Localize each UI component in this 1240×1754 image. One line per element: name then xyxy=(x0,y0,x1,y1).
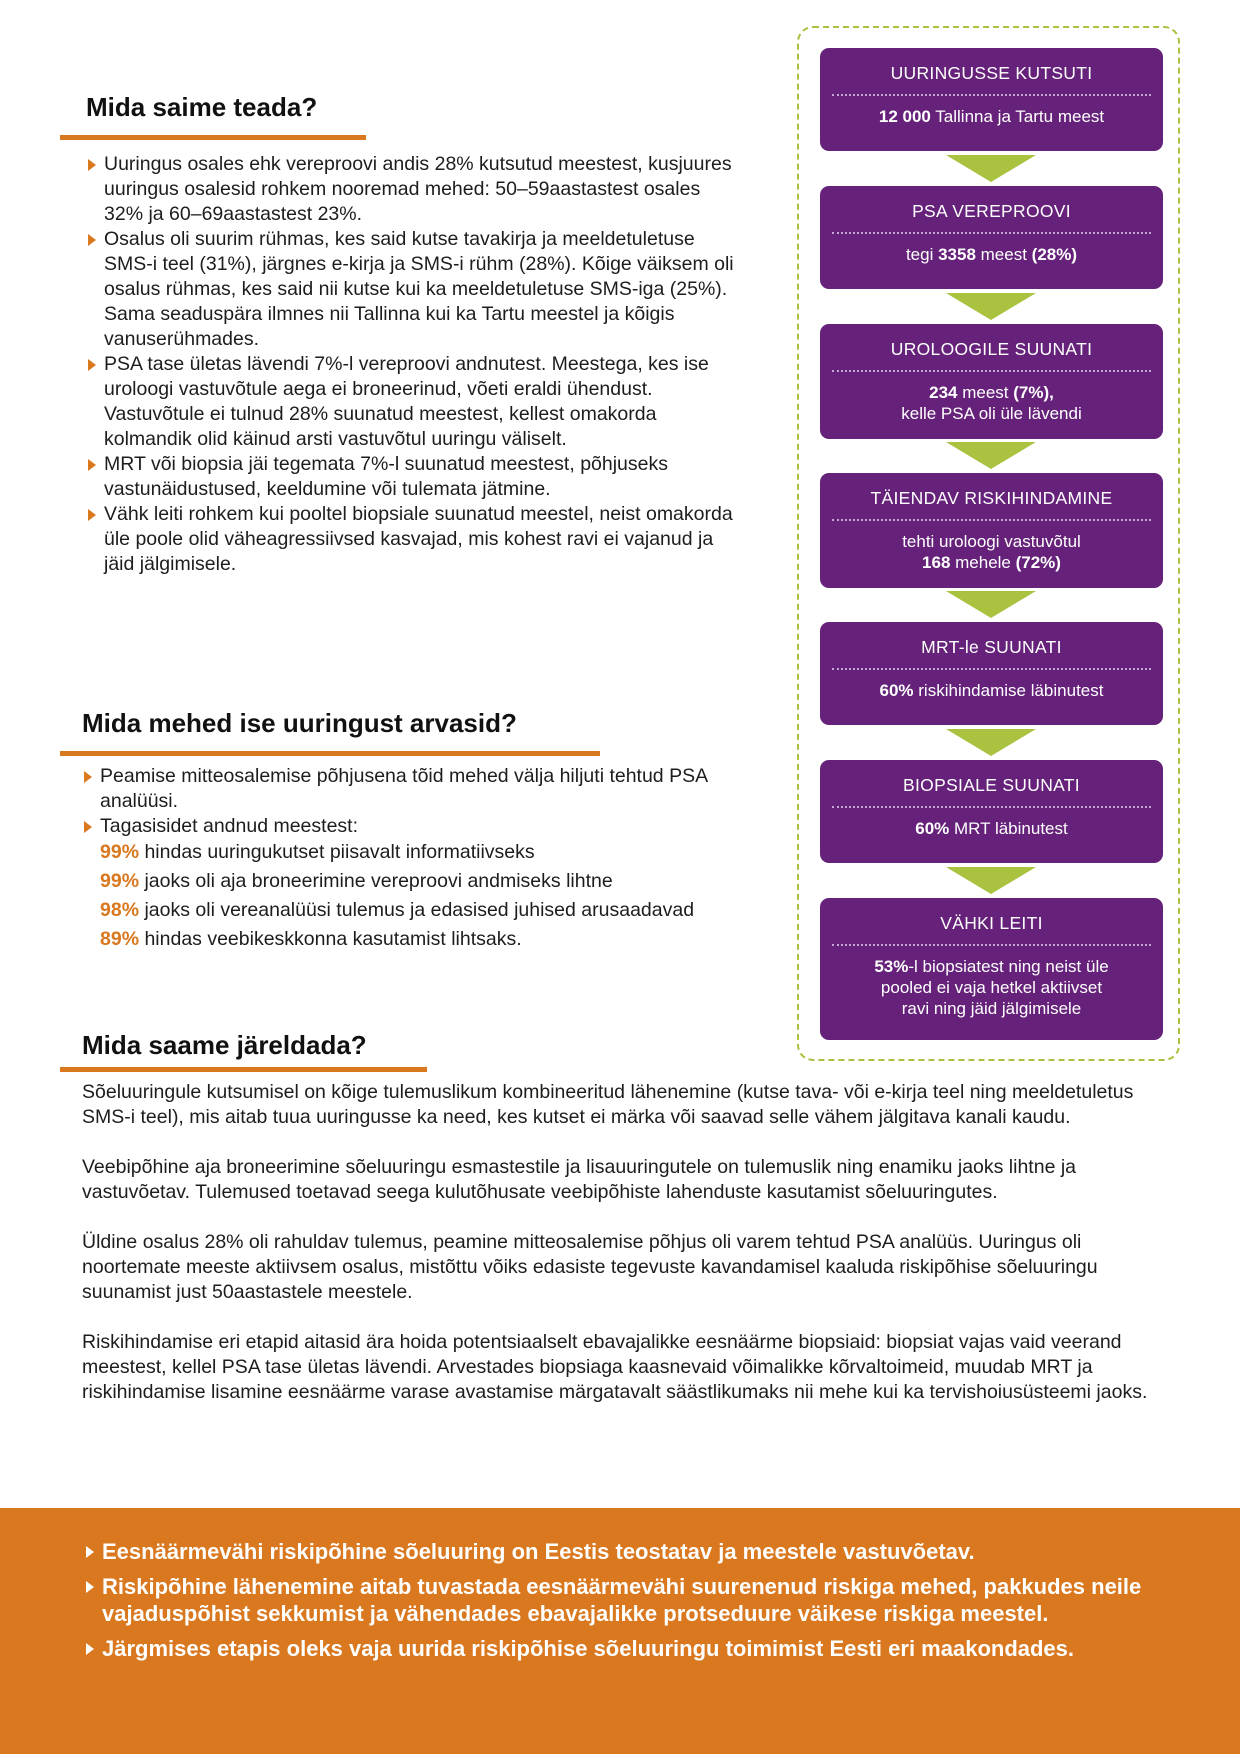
flow-arrow xyxy=(946,591,1036,618)
flow-arrow xyxy=(946,293,1036,320)
feedback-stats xyxy=(100,840,740,956)
flow-step-body: 60% riskihindamise läbinutest xyxy=(879,681,1104,700)
list-item: Osalus oli suurim rühmas, kes said kutse tavakirja ja meeldetuletuse SMS-i teel (31%), järgnes e-kirja ja SMS-i rühm (28%). Kõige väiksem oli osalus rühmas, kes said nii kutse kui ka meeldetuletuse SMS-iga (25%). Sama seaduspära ilmnes nii Tallinna kui ka Tartu meestel ja kõigis vanuserühmades. xyxy=(84,227,734,352)
list-item: Vähk leiti rohkem kui pooltel biopsiale suunatud meestel, neist omakorda üle poole olid väheagressiivsed kasvajad, mis kohest ravi ei vajanud ja jäid jälgimisele. xyxy=(84,502,734,577)
flow-step-title: BIOPSIALE SUUNATI xyxy=(832,760,1151,808)
flow-step-biopsy xyxy=(820,760,1163,863)
flow-step-title: VÄHKI LEITI xyxy=(832,898,1151,946)
title-underline xyxy=(60,135,366,140)
flow-step-body: tegi 3358 meest (28%) xyxy=(905,245,1078,264)
paragraph: Sõeluuringule kutsumisel on kõige tulemuslikum kombineeritud lähenemine (kutse tava- või e-kirja teel ning meeldetuletus SMS-i teel), mis aitab tuua uuringusse ka need, kes kutset ei märka või saavad selle vähem jälgitava kanali kaudu. xyxy=(82,1081,1134,1128)
stat-row xyxy=(100,869,740,894)
paragraph: Üldine osalus 28% oli rahuldav tulemus, peamine mitteosalemise põhjus oli varem tehtud PSA analüüs. Uuringus oli noortemate meeste aktiivsem osalus, mistõttu võiks edasiste tegevuste kavandamisel kaaluda riskipõhise sõeluuringu suunamist just 50aastastele meestele. xyxy=(82,1231,1098,1303)
stat-row xyxy=(100,927,740,952)
key-takeaways-banner xyxy=(0,1508,1240,1754)
flow-step-title: TÄIENDAV RISKIHINDAMINE xyxy=(832,473,1151,521)
flow-step-title: PSA VEREPROOVI xyxy=(832,186,1151,234)
list-item: PSA tase ületas lävendi 7%-l vereproovi andnutest. Meestega, kes ise uroloogi vastuvõtule aega ei broneerinud, võeti eraldi ühendust. Vastuvõtule ei tulnud 28% suunatud meestest, kellest omakorda kolmandik olid käinud arsti vastuvõtul uuringu väliselt. xyxy=(84,352,734,452)
flow-step-body: tehti uroloogi vastuvõtul 168 mehele (72%) xyxy=(902,532,1081,572)
flow-step-body: 12 000 Tallinna ja Tartu meest xyxy=(878,107,1105,126)
list-item: Eesnäärmevähi riskipõhine sõeluuring on Eestis teostatav ja meestele vastuvõetav. xyxy=(82,1538,1177,1565)
conclusions-text xyxy=(82,1080,1172,1430)
stat-text: jaoks oli vereanalüüsi tulemus ja edasised juhised arusaadavad xyxy=(139,899,695,921)
list-item: Tagasisidet andnud meestest: xyxy=(80,814,720,839)
flow-arrow xyxy=(946,442,1036,469)
flow-step-urologist xyxy=(820,324,1163,439)
list-item: Riskipõhine lähenemine aitab tuvastada eesnäärmevähi suurenenud riskiga mehed, pakkudes neile vajaduspõhist sekkumist ja vähendades ebavajalikke protseduure väikese riskiga meestel. xyxy=(82,1573,1177,1627)
list-item: Uuringus osales ehk vereproovi andis 28% kutsutud meestest, kusjuures uuringus osalesid rohkem nooremad mehed: 50–59aastastest osales 32% ja 60–69aastastest 23%. xyxy=(84,152,734,227)
list-item: Peamise mitteosalemise põhjusena tõid mehed välja hiljuti tehtud PSA analüüsi. xyxy=(80,764,720,814)
flow-arrow xyxy=(946,729,1036,756)
stat-percent: 99% xyxy=(100,841,140,863)
opinions-list xyxy=(80,764,720,839)
flow-step-title: UROLOOGILE SUUNATI xyxy=(832,324,1151,372)
flow-step-risk-assessment xyxy=(820,473,1163,588)
paragraph: Veebipõhine aja broneerimine sõeluuringu esmastestile ja lisauuringutele on tulemuslik ning enamiku jaoks lihtne ja vastuvõetav. Tulemused toetavad seega kulutõhusate veebipõhiste lahenduste kasutamist sõeluuringutes. xyxy=(82,1156,1077,1203)
flow-step-mri xyxy=(820,622,1163,725)
takeaways-list xyxy=(82,1538,1177,1670)
section-title-conclusions: Mida saame järeldada? xyxy=(82,1030,367,1060)
stat-text: hindas veebikeskkonna kasutamist lihtsaks. xyxy=(139,928,522,950)
flow-arrow xyxy=(946,155,1036,182)
flow-step-body: 234 meest (7%), kelle PSA oli üle lävendi xyxy=(901,383,1082,423)
list-item: MRT või biopsia jäi tegemata 7%-l suunatud meestest, põhjuseks vastunäidustused, keeldumine või tulemata jätmine. xyxy=(84,452,734,502)
stat-percent: 98% xyxy=(100,899,140,921)
section-title-opinions: Mida mehed ise uuringust arvasid? xyxy=(82,708,517,738)
stat-text: jaoks oli aja broneerimine vereproovi andmiseks lihtne xyxy=(139,870,613,892)
flow-step-body: 53%-l biopsiatest ning neist üle pooled ei vaja hetkel aktiivset ravi ning jäid jälgimisele xyxy=(874,957,1109,1018)
title-underline xyxy=(60,1067,427,1072)
stat-row xyxy=(100,898,740,923)
flow-step-cancer-found xyxy=(820,898,1163,1040)
paragraph: Riskihindamise eri etapid aitasid ära hoida potentsiaalselt ebavajalikke eesnäärme biopsiaid: biopsiat vajas vaid veerand meestest, kellel PSA tase ületas lävendi. Arvestades biopsiaga kaasnevaid võimalikke kõrvaltoimeid, muudab MRT ja riskihindamise lisamine eesnäärme varase avastamise märgatavalt säästlikumaks nii mehe kui ka tervishoiusüsteemi jaoks. xyxy=(82,1331,1148,1403)
flow-step-title: MRT-le SUUNATI xyxy=(832,622,1151,670)
stat-percent: 99% xyxy=(100,870,140,892)
findings-list xyxy=(84,152,734,577)
flow-step-title: UURINGUSSE KUTSUTI xyxy=(832,48,1151,96)
list-item: Järgmises etapis oleks vaja uurida riskipõhise sõeluuringu toimimist Eesti eri maakondades. xyxy=(82,1635,1177,1662)
flow-step-invited xyxy=(820,48,1163,151)
section-title-findings: Mida saime teada? xyxy=(86,92,318,122)
stat-row xyxy=(100,840,740,865)
stat-percent: 89% xyxy=(100,928,140,950)
stat-text: hindas uuringukutset piisavalt informatiivseks xyxy=(139,841,535,863)
flow-step-blood-test xyxy=(820,186,1163,289)
flow-arrow xyxy=(946,867,1036,894)
flow-step-body: 60% MRT läbinutest xyxy=(915,819,1068,838)
title-underline xyxy=(60,751,600,756)
